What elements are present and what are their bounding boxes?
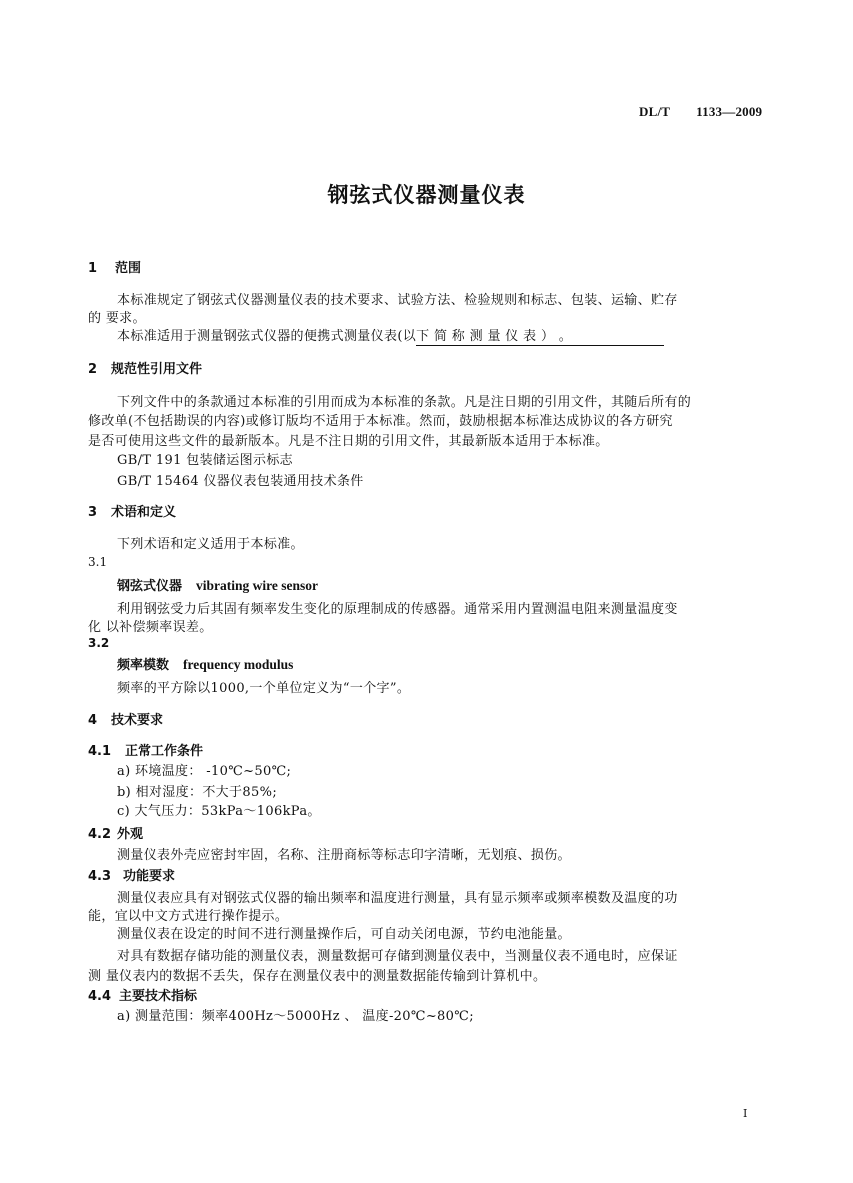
- standard-code: DL/T 1133—2009: [639, 104, 763, 119]
- s4-1-item-b: b) 相对湿度：不大于85%;: [117, 785, 278, 800]
- s2-paragraph-line-1: 下列文件中的条款通过本标准的引用而成为本标准的条款。凡是注日期的引用文件，其随后所有的: [117, 395, 692, 410]
- reference-gb-t-191: GB/T 191 包装储运图示标志: [117, 453, 294, 468]
- s2-paragraph-line-2: 修改单(不包括勘误的内容)或修订版均不适用于本标准。然而，鼓励根据本标准达成协议的各方研究: [88, 414, 673, 429]
- s1-paragraph-2: 本标准适用于测量钢弦式仪器的便携式测量仪表(以下 简 称 测 量 仪 表 ） 。: [117, 325, 664, 346]
- s4-3-paragraph-3-line-1: 对具有数据存储功能的测量仪表，测量数据可存储到测量仪表中，当测量仪表不通电时，应保证: [117, 949, 678, 964]
- section-4-3-heading: 4.3 功能要求: [88, 869, 176, 884]
- term-3-2-title: 频率模数 frequency modulus: [117, 657, 294, 673]
- s4-4-item-a: a) 测量范围：频率400Hz～5000Hz 、 温度-20℃~80℃;: [117, 1009, 474, 1024]
- section-4-4-heading: 4.4 主要技术指标: [88, 989, 198, 1004]
- s4-1-item-c: c) 大气压力：53kPa～106kPa。: [117, 804, 321, 819]
- s4-3-paragraph-3-line-2: 测 量仪表内的数据不丢失，保存在测量仪表中的测量数据能传输到计算机中。: [88, 969, 547, 984]
- term-3-2-definition: 频率的平方除以1000,一个单位定义为“一个字”。: [117, 681, 411, 696]
- term-3-1-definition-line-2: 化 以补偿频率误差。: [88, 620, 213, 635]
- section-4-heading: 4 技术要求: [88, 713, 164, 728]
- s4-3-paragraph-1-line-2: 能，宜以中文方式进行操作提示。: [88, 909, 289, 924]
- term-3-1-title: 钢弦式仪器 vibrating wire sensor: [117, 578, 319, 594]
- page-number: I: [743, 1107, 748, 1120]
- s4-1-item-a: a) 环境温度： -10℃~50℃;: [117, 764, 292, 779]
- s1-paragraph-1-line-1: 本标准规定了钢弦式仪器测量仪表的技术要求、试验方法、检验规则和标志、包装、运输、贮存: [117, 293, 678, 308]
- section-4-2-heading: 4.2 外观: [88, 827, 144, 842]
- s4-3-paragraph-2: 测量仪表在设定的时间不进行测量操作后，可自动关闭电源，节约电池能量。: [117, 927, 571, 942]
- term-3-1-definition-line-1: 利用钢弦受力后其固有频率发生变化的原理制成的传感器。通常采用内置测温电阻来测量温度变: [117, 602, 678, 617]
- reference-gb-t-15464: GB/T 15464 仪器仪表包装通用技术条件: [117, 474, 364, 489]
- s4-3-paragraph-1-line-1: 测量仪表应具有对钢弦式仪器的输出频率和温度进行测量，具有显示频率或频率模数及温度的功: [117, 891, 678, 906]
- section-4-1-heading: 4.1 正常工作条件: [88, 744, 204, 759]
- section-1-heading: 1 范围: [88, 261, 142, 276]
- term-3-1-number: 3.1: [88, 555, 108, 569]
- section-2-heading: 2 规范性引用文件: [88, 362, 203, 377]
- s1-paragraph-1-line-2: 的 要求。: [88, 311, 146, 326]
- term-3-2-number: 3.2: [88, 636, 110, 650]
- s4-2-paragraph: 测量仪表外壳应密封牢固，名称、注册商标等标志印字清晰，无划痕、损伤。: [117, 848, 571, 863]
- s2-paragraph-line-3: 是否可使用这些文件的最新版本。凡是不注日期的引用文件，其最新版本适用于本标准。: [88, 434, 609, 449]
- s3-intro: 下列术语和定义适用于本标准。: [117, 537, 304, 552]
- document-title: 钢弦式仪器测量仪表: [327, 183, 526, 207]
- section-3-heading: 3 术语和定义: [88, 505, 177, 520]
